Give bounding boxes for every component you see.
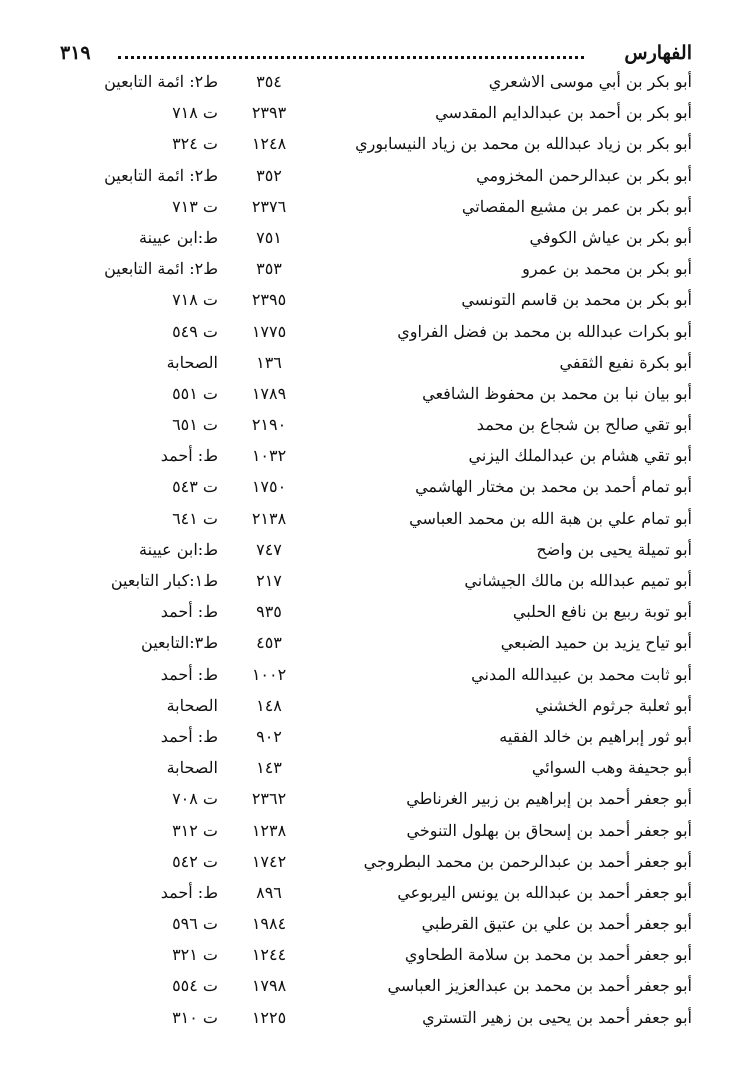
- entry-name: أبو بيان نبا بن محمد بن محفوظ الشافعي: [422, 383, 692, 403]
- entry-name: أبو جعفر أحمد بن محمد بن سلامة الطحاوي: [404, 945, 692, 965]
- entry-reference: ت ٧٠٨: [172, 789, 218, 809]
- entry-reference: ت ٣١٠: [172, 1007, 218, 1027]
- entry-reference: ت ٣٢١: [172, 945, 218, 965]
- entry-reference: ط: أحمد: [160, 726, 218, 746]
- index-entry: [60, 627, 692, 658]
- index-entry: [60, 284, 692, 315]
- entry-name: أبو تميم عبدالله بن مالك الجيشاني: [464, 571, 692, 590]
- entry-name: أبو بكر بن أبي موسى الاشعري: [488, 72, 692, 91]
- entry-name: أبو جعفر أحمد بن يحيى بن زهير التستري: [422, 1007, 692, 1027]
- index-entry: [60, 128, 692, 159]
- entry-number: ٧٥١: [256, 227, 282, 247]
- entry-name: أبو تمام علي بن هبة الله بن محمد العباسي: [409, 508, 692, 528]
- index-entry: [60, 191, 692, 222]
- entry-name: أبو جعفر أحمد بن إسحاق بن بهلول التنوخي: [406, 820, 692, 840]
- entry-reference: الصحابة: [166, 695, 218, 715]
- entry-reference: ط٢: ائمة التابعين: [104, 72, 218, 91]
- entry-reference: الصحابة: [166, 352, 218, 372]
- index-entry: [60, 565, 692, 596]
- entry-reference: ت ٧١٨: [172, 103, 218, 123]
- entry-name: أبو بكر بن عبدالرحمن المخزومي: [476, 165, 692, 185]
- entry-number: ٣٥٤: [256, 72, 282, 91]
- index-entry: [60, 222, 692, 253]
- entry-name: أبو تقي صالح بن شجاع بن محمد: [476, 415, 692, 435]
- entry-name: أبو بكر بن محمد بن قاسم التونسي: [461, 290, 692, 310]
- entry-reference: ط٢: ائمة التابعين: [104, 259, 218, 279]
- entry-reference: ط١:كبار التابعين: [110, 571, 218, 590]
- entry-reference: ط: أحمد: [160, 882, 218, 902]
- index-entry: [60, 970, 692, 1001]
- index-entry: [60, 503, 692, 534]
- entry-reference: ط:ابن عيينة: [139, 227, 218, 247]
- entry-reference: ط٣:التابعين: [141, 633, 218, 653]
- entry-name: أبو جعفر أحمد بن عبدالله بن يونس اليربوعي: [397, 882, 692, 902]
- entry-name: أبو بكرة نفيع الثقفي: [559, 352, 692, 372]
- index-entry: [60, 596, 692, 627]
- running-title: الفهارس: [624, 42, 692, 64]
- entry-number: ٣٥٢: [256, 165, 282, 185]
- index-entry: [60, 316, 692, 347]
- index-entry: [60, 877, 692, 908]
- index-entry: [60, 815, 692, 846]
- entry-number: ٢١٣٨: [251, 508, 287, 528]
- entry-number: ١٧٧٥: [251, 321, 287, 341]
- index-entry: [60, 471, 692, 502]
- index-entry: [60, 378, 692, 409]
- entry-reference: ط٢: ائمة التابعين: [104, 165, 218, 185]
- entry-number: ٢١٧: [256, 571, 282, 590]
- index-entry: [60, 939, 692, 970]
- entry-name: أبو بكر بن زياد عبدالله بن محمد بن زياد النيسابوري: [355, 134, 692, 154]
- entry-name: أبو بكرات عبدالله بن محمد بن فضل الفراوي: [397, 321, 692, 341]
- entry-reference: ت ٣١٢: [172, 820, 218, 840]
- entry-reference: ط: أحمد: [160, 664, 218, 684]
- entry-name: أبو ثور إبراهيم بن خالد الفقيه: [499, 726, 692, 746]
- entry-number: ٢٣٦٢: [251, 789, 287, 809]
- entry-number: ١٤٣: [256, 758, 282, 778]
- entry-number: ١٧٨٩: [251, 383, 287, 403]
- entry-number: ١٧٥٠: [251, 477, 287, 497]
- entry-number: ١٣٦: [256, 352, 282, 372]
- index-entry: [60, 690, 692, 721]
- entry-number: ٢١٩٠: [251, 415, 287, 435]
- entry-reference: ت ٣٢٤: [172, 134, 218, 154]
- index-entry: [60, 752, 692, 783]
- index-entry: [60, 347, 692, 378]
- entry-reference: ت ٧١٣: [172, 196, 218, 216]
- entry-reference: ت ٥٤٩: [172, 321, 218, 341]
- entry-name: أبو جعفر أحمد بن عبدالرحمن بن محمد البطروجي: [363, 851, 692, 871]
- entry-number: ٢٣٩٣: [251, 103, 287, 123]
- entry-number: ٣٥٣: [256, 259, 282, 279]
- entry-name: أبو بكر بن عمر بن مشيع المقصاتي: [461, 196, 692, 216]
- entry-name: أبو تميلة يحيى بن واضح: [536, 539, 692, 559]
- entry-reference: ط: أحمد: [160, 602, 218, 622]
- index-entry: [60, 534, 692, 565]
- entry-name: أبو بكر بن أحمد بن عبدالدايم المقدسي: [435, 103, 692, 123]
- index-entry: [60, 846, 692, 877]
- entry-reference: الصحابة: [166, 758, 218, 778]
- entry-number: ١٩٨٤: [251, 914, 287, 934]
- index-entry: [60, 253, 692, 284]
- entry-reference: ط:ابن عيينة: [139, 539, 218, 559]
- index-entry: [60, 721, 692, 752]
- entry-reference: ط: أحمد: [160, 446, 218, 466]
- entry-name: أبو تياح يزيد بن حميد الضبعي: [500, 633, 692, 653]
- entry-name: أبو جحيفة وهب السوائي: [531, 758, 692, 778]
- entry-reference: ت ٥٥٤: [172, 976, 218, 996]
- index-entry: [60, 409, 692, 440]
- entry-name: أبو جعفر أحمد بن إبراهيم بن زبير الغرناطي: [406, 789, 692, 809]
- entry-name: أبو توبة ربيع بن نافع الحلبي: [512, 602, 692, 622]
- entry-reference: ت ٦٥١: [172, 415, 218, 435]
- index-entry: [60, 659, 692, 690]
- entry-number: ٧٤٧: [256, 539, 282, 559]
- entry-name: أبو ثعلبة جرثوم الخشني: [535, 695, 692, 715]
- entry-number: ١٠٠٢: [251, 664, 287, 684]
- entry-name: أبو تمام أحمد بن محمد بن مختار الهاشمي: [415, 477, 692, 497]
- entry-number: ١٧٩٨: [251, 976, 287, 996]
- entry-name: أبو تقي هشام بن عبدالملك اليزني: [468, 446, 692, 466]
- entry-number: ١٢٢٥: [251, 1007, 287, 1027]
- entry-name: أبو بكر بن محمد بن عمرو: [522, 259, 692, 279]
- entry-number: ٤٥٣: [256, 633, 282, 653]
- page-number: ٣١٩: [60, 42, 91, 64]
- entry-number: ١٧٤٢: [251, 851, 287, 871]
- index-entry: [60, 783, 692, 814]
- index-entry: [60, 97, 692, 128]
- entry-name: أبو جعفر أحمد بن محمد بن عبدالعزيز العباسي: [387, 976, 692, 996]
- entry-number: ٢٣٧٦: [251, 196, 287, 216]
- entry-number: ٢٣٩٥: [251, 290, 287, 310]
- entry-reference: ت ٥٥١: [172, 383, 218, 403]
- entry-number: ١٢٣٨: [251, 820, 287, 840]
- entry-name: أبو ثابت محمد بن عبيدالله المدني: [471, 664, 692, 684]
- entry-number: ١٢٤٤: [251, 945, 287, 965]
- dotted-leader: [118, 56, 584, 59]
- index-entry: [60, 1002, 692, 1033]
- index-entry: [60, 160, 692, 191]
- index-list: [60, 66, 692, 1033]
- entry-number: ١٠٣٢: [251, 446, 287, 466]
- entry-number: ١٤٨: [256, 695, 282, 715]
- entry-reference: ت ٥٩٦: [172, 914, 218, 934]
- entry-reference: ت ٥٤٣: [172, 477, 218, 497]
- entry-name: أبو جعفر أحمد بن علي بن عتيق القرطبي: [421, 914, 692, 934]
- index-entry: [60, 908, 692, 939]
- entry-number: ٩٣٥: [256, 602, 282, 622]
- entry-reference: ت ٧١٨: [172, 290, 218, 310]
- entry-reference: ت ٦٤١: [172, 508, 218, 528]
- entry-number: ١٢٤٨: [251, 134, 287, 154]
- entry-number: ٩٠٢: [256, 726, 282, 746]
- index-entry: [60, 66, 692, 97]
- entry-number: ٨٩٦: [256, 882, 282, 902]
- index-entry: [60, 440, 692, 471]
- entry-name: أبو بكر بن عياش الكوفي: [529, 227, 692, 247]
- entry-reference: ت ٥٤٢: [172, 851, 218, 871]
